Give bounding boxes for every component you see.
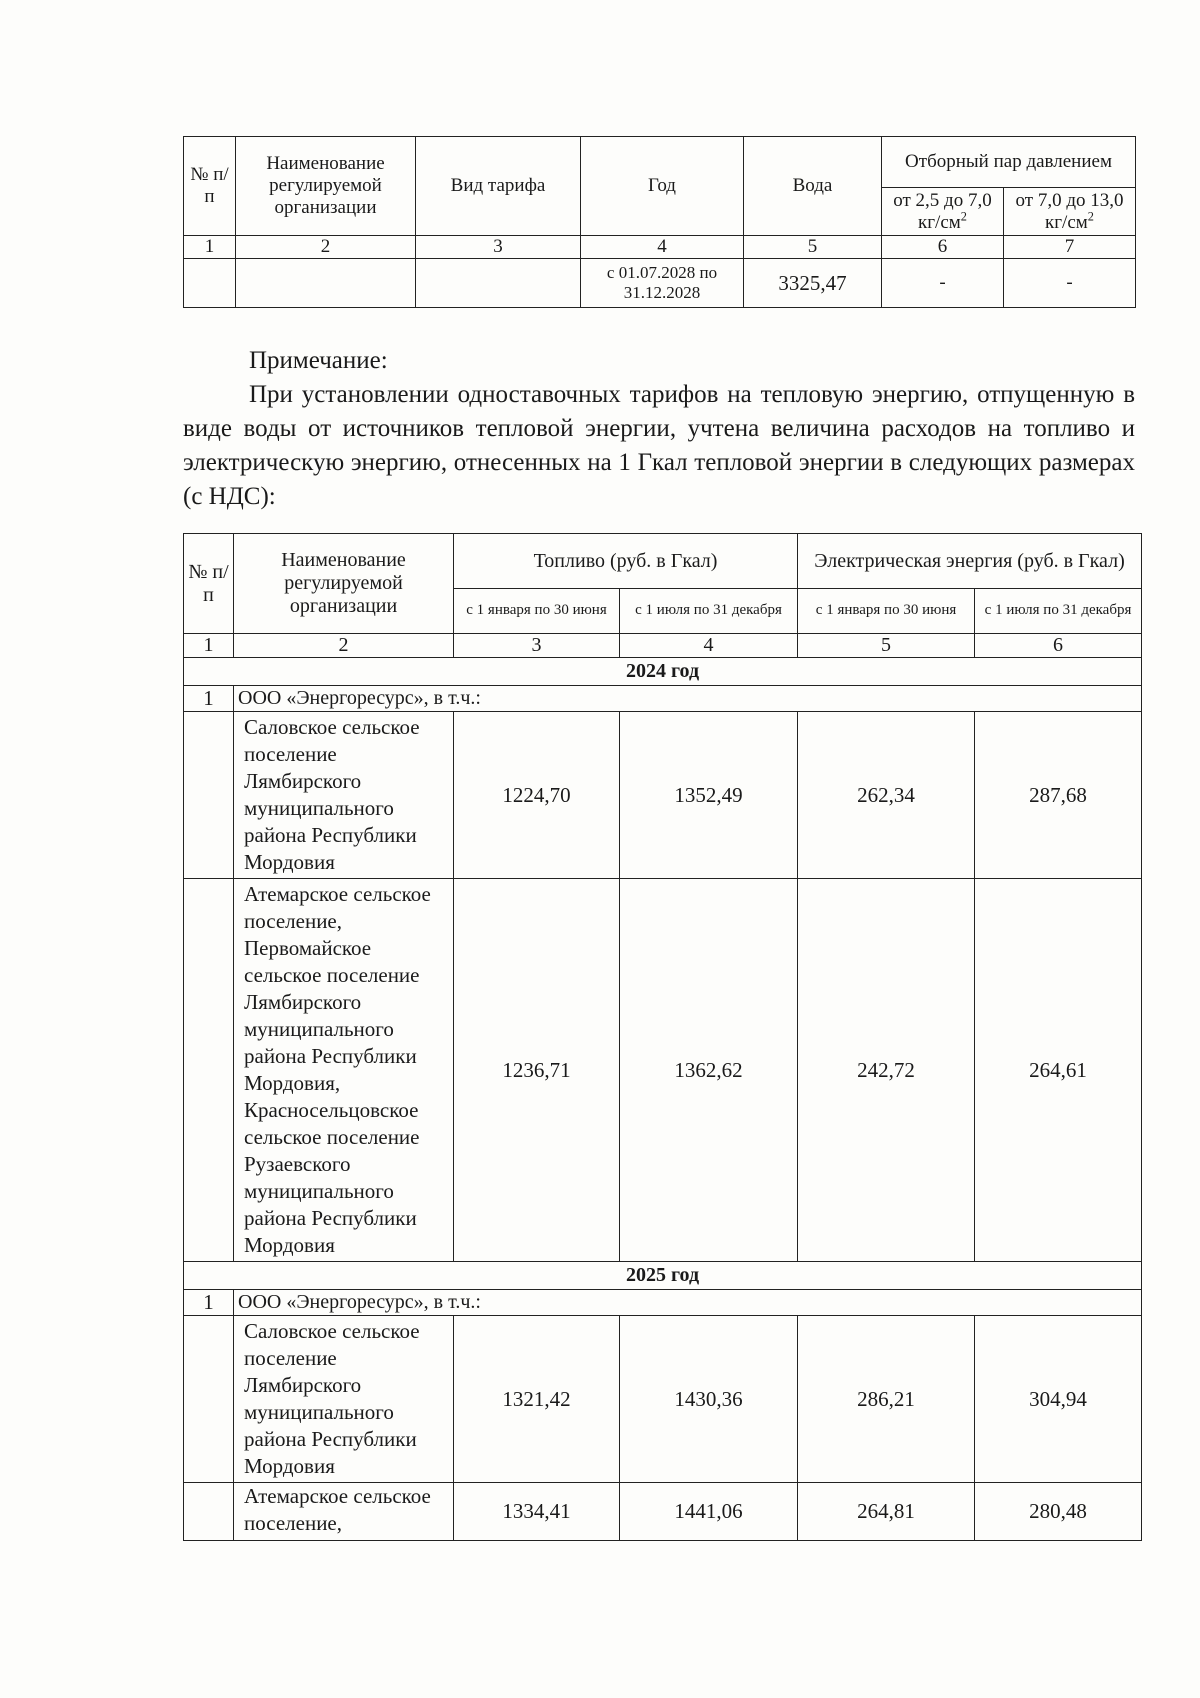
header-steam-low: от 2,5 до 7,0 $кг/см^2$ (882, 188, 1004, 236)
cell-electric-jan: 264,81 (798, 1483, 975, 1541)
header-water: Вода (744, 137, 882, 236)
table-row (184, 712, 1142, 879)
cell-electric-jan: 286,21 (798, 1316, 975, 1483)
cell-period: с 01.07.2028 по 31.12.2028 (581, 258, 744, 307)
col-number: 4 (581, 236, 744, 259)
cell-num (184, 712, 234, 879)
water-tariff-table (183, 136, 1136, 308)
column-numbers-row (184, 236, 1136, 259)
cell-steam-high: - (1004, 258, 1136, 307)
col-number: 7 (1004, 236, 1136, 259)
header-steam-high: от 7,0 до 13,0 $кг/см^2$ (1004, 188, 1136, 236)
header-num: № п/п (184, 137, 236, 236)
header-num: № п/п (184, 534, 234, 634)
header-year: Год (581, 137, 744, 236)
col-number: 2 (234, 634, 454, 658)
header-tariff: Вид тарифа (416, 137, 581, 236)
cell-fuel-jul: 1441,06 (620, 1483, 798, 1541)
cell-electric-jul: 287,68 (975, 712, 1142, 879)
org-name: ООО «Энергоресурс», в т.ч.: (234, 1290, 1142, 1316)
cell-electric-jul: 304,94 (975, 1316, 1142, 1483)
header-fuel: Топливо (руб. в Гкал) (454, 534, 798, 589)
cell-settlement: Атемарское сельское поселение, (234, 1483, 454, 1541)
header-fuel-jan: с 1 января по 30 июня (454, 589, 620, 634)
year-section-heading: 2024 год (184, 658, 1142, 686)
cell-steam-low: - (882, 258, 1004, 307)
note-title: Примечание: (249, 347, 388, 374)
year-section-heading: 2025 год (184, 1262, 1142, 1290)
col-number: 3 (454, 634, 620, 658)
table-row (184, 258, 1136, 307)
table-row (184, 1483, 1142, 1541)
col-number: 2 (236, 236, 416, 259)
header-steam: Отборный пар давлением (882, 137, 1136, 188)
header-org: Наименование регулируемой организации (236, 137, 416, 236)
col-number: 4 (620, 634, 798, 658)
org-name: ООО «Энергоресурс», в т.ч.: (234, 686, 1142, 712)
header-electric-jul: с 1 июля по 31 декабря (975, 589, 1142, 634)
cell-num (184, 258, 236, 307)
cell-settlement: Атемарское сельское поселение, Первомайское сельское поселение Лямбирского муниципального района Республики Мордовия, Красносельцовское сельское поселение Рузаевского муниципального района Республики Мордовия (234, 879, 454, 1262)
header-org: Наименование регулируемой организации (234, 534, 454, 634)
col-number: 1 (184, 634, 234, 658)
col-number: 5 (744, 236, 882, 259)
org-num: 1 (184, 686, 234, 712)
header-fuel-jul: с 1 июля по 31 декабря (620, 589, 798, 634)
table-row (184, 879, 1142, 1262)
cell-fuel-jul: 1362,62 (620, 879, 798, 1262)
cell-fuel-jan: 1236,71 (454, 879, 620, 1262)
header-electric: Электрическая энергия (руб. в Гкал) (798, 534, 1142, 589)
cell-settlement: Саловское сельское поселение Лямбирского муниципального района Республики Мордовия (234, 712, 454, 879)
cell-electric-jan: 262,34 (798, 712, 975, 879)
cell-electric-jul: 280,48 (975, 1483, 1142, 1541)
cell-fuel-jan: 1321,42 (454, 1316, 620, 1483)
cell-fuel-jan: 1224,70 (454, 712, 620, 879)
cell-tariff (416, 258, 581, 307)
cell-fuel-jul: 1352,49 (620, 712, 798, 879)
cell-fuel-jul: 1430,36 (620, 1316, 798, 1483)
col-number: 5 (798, 634, 975, 658)
header-electric-jan: с 1 января по 30 июня (798, 589, 975, 634)
org-num: 1 (184, 1290, 234, 1316)
cell-electric-jul: 264,61 (975, 879, 1142, 1262)
col-number: 6 (975, 634, 1142, 658)
col-number: 1 (184, 236, 236, 259)
cell-num (184, 1316, 234, 1483)
note (183, 344, 1135, 514)
table-row (184, 1316, 1142, 1483)
note-text: При установлении одноставочных тарифов на тепловую энергию, отпущенную в виде воды от источников тепловой энергии, учтена величина расходов на топливо и электрическую энергию, отнесенных на 1 Гкал тепловой энергии в следующих размерах (с НДС): (183, 381, 1135, 510)
cell-org (236, 258, 416, 307)
col-number: 6 (882, 236, 1004, 259)
cell-num (184, 1483, 234, 1541)
fuel-electricity-cost-table (183, 533, 1142, 1541)
cell-electric-jan: 242,72 (798, 879, 975, 1262)
cell-fuel-jan: 1334,41 (454, 1483, 620, 1541)
cell-num (184, 879, 234, 1262)
col-number: 3 (416, 236, 581, 259)
cell-settlement: Саловское сельское поселение Лямбирского муниципального района Республики Мордовия (234, 1316, 454, 1483)
column-numbers-row (184, 634, 1142, 658)
cell-water: 3325,47 (744, 258, 882, 307)
